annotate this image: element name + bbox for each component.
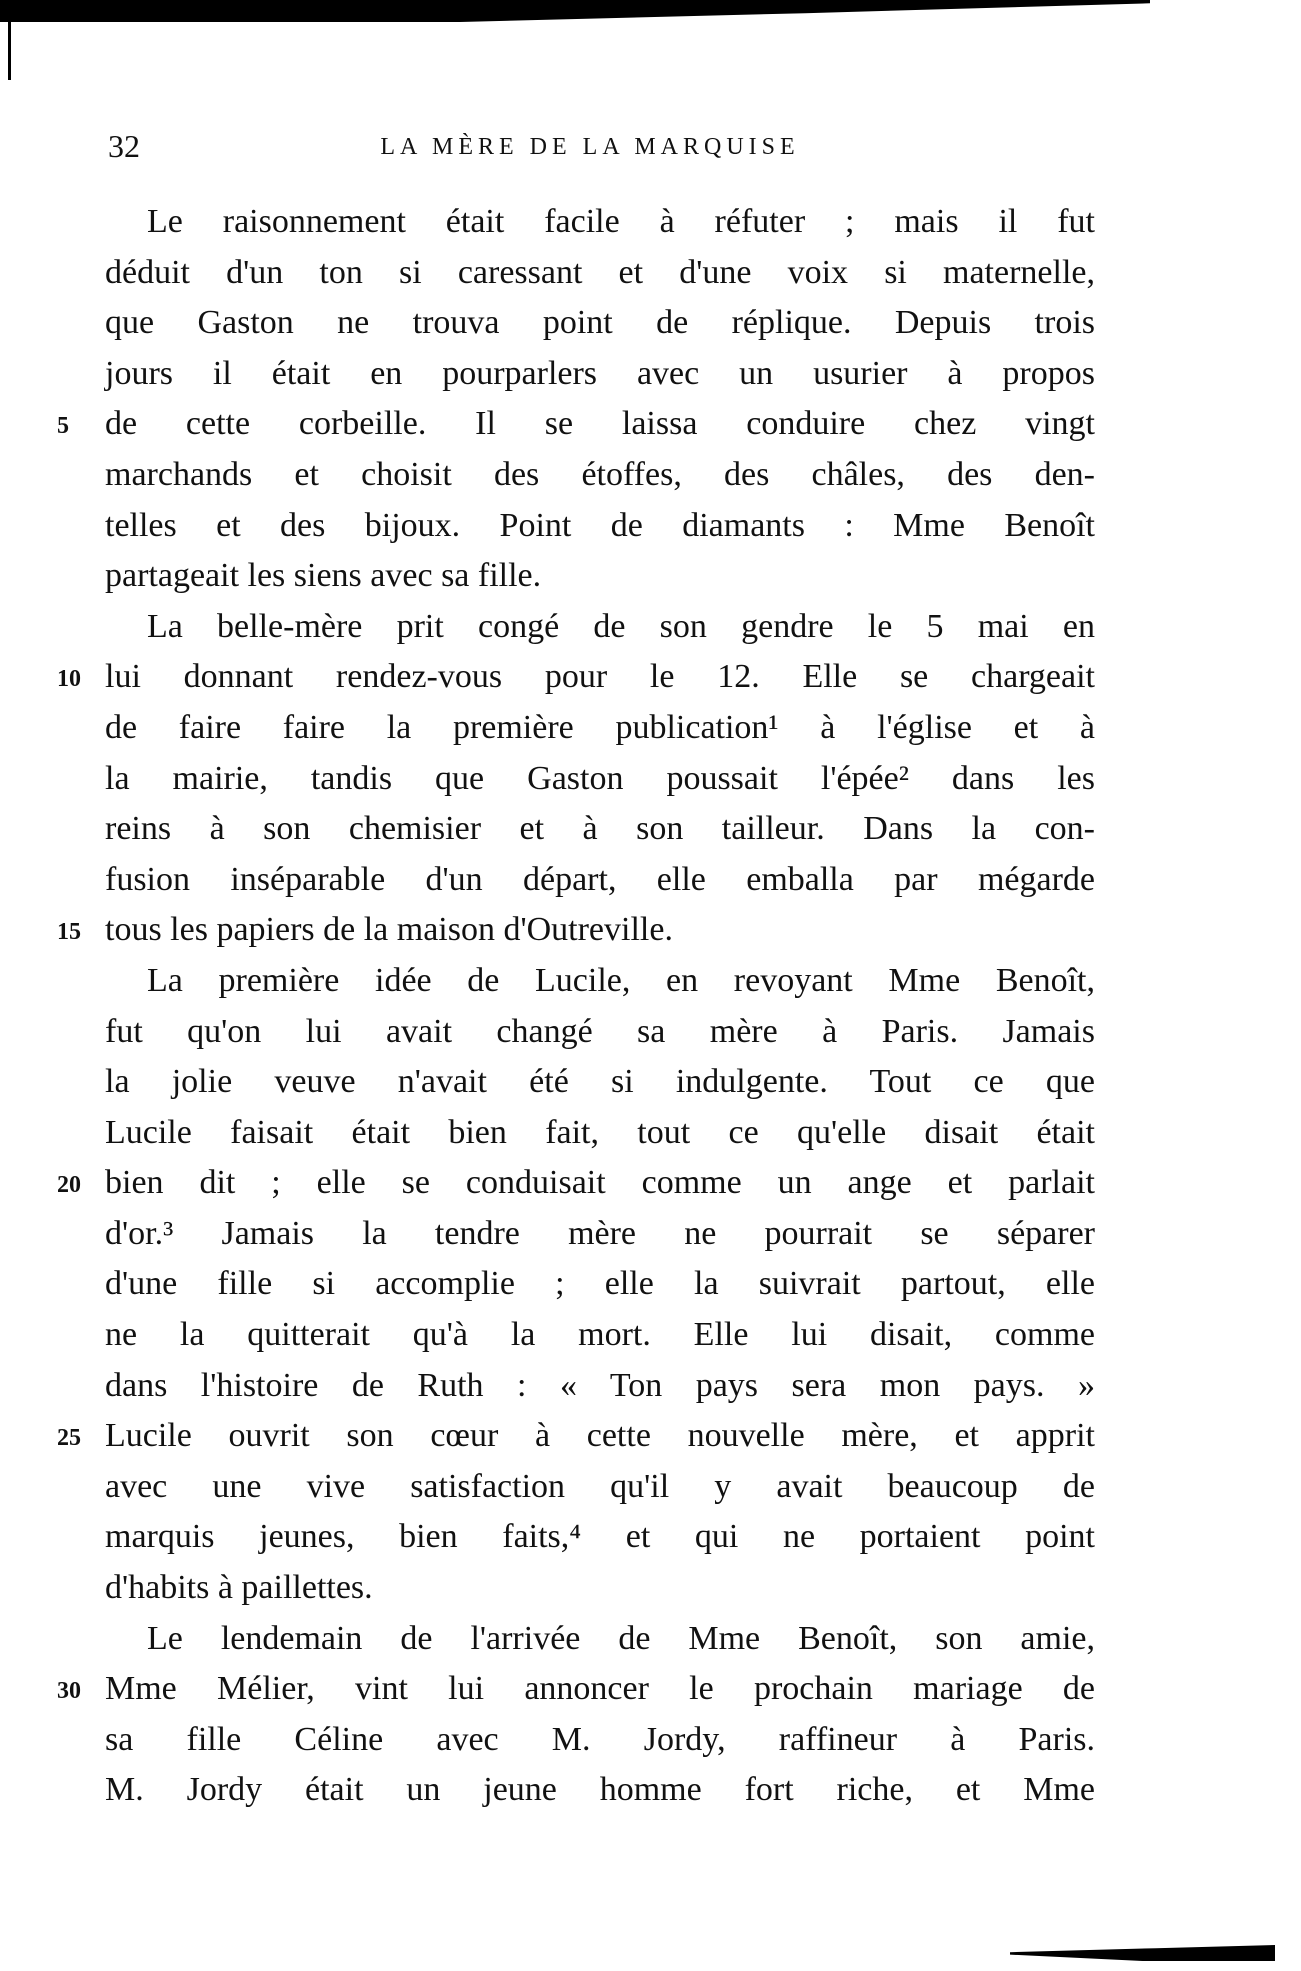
text-line — [105, 1462, 1095, 1513]
line-text: avec une vive satisfaction qu'il y avait beaucoup de — [105, 1467, 1095, 1505]
line-text: reins à son chemisier et à son tailleur. Dans la con- — [105, 810, 1095, 848]
text-line — [105, 1310, 1095, 1361]
scan-top-edge-bar — [0, 0, 1150, 22]
text-line — [105, 1108, 1095, 1159]
text-line — [105, 349, 1095, 400]
line-text: fut qu'on lui avait changé sa mère à Paris. Jamais — [105, 1012, 1095, 1050]
text-line — [105, 298, 1095, 349]
scan-bottom-edge-bar — [1010, 1945, 1275, 1961]
text-line — [105, 754, 1095, 805]
line-text: tous les papiers de la maison d'Outreville. — [105, 911, 673, 949]
text-line — [105, 855, 1095, 906]
line-text: La première idée de Lucile, en revoyant Mme Benoît, — [147, 961, 1095, 999]
body-text — [57, 197, 1095, 1816]
running-title: LA MÈRE DE LA MARQUISE — [380, 134, 800, 160]
line-text: telles et des bijoux. Point de diamants : Mme Benoît — [105, 506, 1095, 544]
text-line — [57, 652, 1095, 703]
line-text: d'habits à paillettes. — [105, 1569, 373, 1607]
line-number: 10 — [57, 666, 81, 693]
text-line — [105, 804, 1095, 855]
line-text: fusion inséparable d'un départ, elle emballa par mégarde — [105, 860, 1095, 898]
line-text: d'or.³ Jamais la tendre mère ne pourrait se séparer — [105, 1214, 1095, 1252]
line-text: de faire faire la première publication¹ à l'église et à — [105, 708, 1095, 746]
line-text: marchands et choisit des étoffes, des châles, des den- — [105, 455, 1095, 493]
line-number: 20 — [57, 1172, 81, 1199]
line-text: sa fille Céline avec M. Jordy, raffineur à Paris. — [105, 1720, 1095, 1758]
text-line — [57, 1664, 1095, 1715]
line-number: 15 — [57, 919, 81, 946]
text-line — [57, 399, 1095, 450]
text-line — [105, 703, 1095, 754]
line-text: bien dit ; elle se conduisait comme un ange et parlait — [105, 1164, 1095, 1202]
line-text: partageait les siens avec sa fille. — [105, 557, 542, 595]
line-text: que Gaston ne trouva point de réplique. Depuis trois — [105, 304, 1095, 342]
line-number: 25 — [57, 1425, 81, 1452]
text-line — [105, 197, 1095, 248]
line-number: 5 — [57, 413, 69, 440]
line-text: d'une fille si accomplie ; elle la suivrait partout, elle — [105, 1265, 1095, 1303]
line-text: de cette corbeille. Il se laissa conduire chez vingt — [105, 405, 1095, 443]
text-line — [105, 1361, 1095, 1412]
line-text: M. Jordy était un jeune homme fort riche, et Mme — [105, 1771, 1095, 1809]
text-line — [105, 1007, 1095, 1058]
line-text: Mme Mélier, vint lui annoncer le prochain mariage de — [105, 1670, 1095, 1708]
line-text: ne la quitterait qu'à la mort. Elle lui disait, comme — [105, 1316, 1095, 1354]
text-line — [57, 1158, 1095, 1209]
line-number: 30 — [57, 1678, 81, 1705]
line-text: marquis jeunes, bien faits,⁴ et qui ne portaient point — [105, 1518, 1095, 1556]
text-line — [57, 905, 1095, 956]
line-text: Lucile ouvrit son cœur à cette nouvelle mère, et apprit — [105, 1417, 1095, 1455]
text-line — [57, 1411, 1095, 1462]
scan-left-edge-line — [8, 0, 11, 80]
text-line — [105, 1512, 1095, 1563]
line-text: la mairie, tandis que Gaston poussait l'épée² dans les — [105, 759, 1095, 797]
text-line — [105, 501, 1095, 552]
page-number: 32 — [108, 128, 140, 164]
text-line — [105, 1209, 1095, 1260]
text-line — [105, 1563, 1095, 1614]
text-line — [105, 450, 1095, 501]
text-line — [105, 1259, 1095, 1310]
text-line — [105, 956, 1095, 1007]
text-line — [105, 1765, 1095, 1816]
line-text: dans l'histoire de Ruth : « Ton pays sera mon pays. » — [105, 1366, 1095, 1404]
line-text: déduit d'un ton si caressant et d'une voix si maternelle, — [105, 253, 1095, 291]
text-line — [105, 248, 1095, 299]
line-text: lui donnant rendez-vous pour le 12. Elle se chargeait — [105, 658, 1095, 696]
text-line — [105, 1715, 1095, 1766]
line-text: Le lendemain de l'arrivée de Mme Benoît, son amie, — [147, 1619, 1095, 1657]
line-text: Le raisonnement était facile à réfuter ; mais il fut — [147, 203, 1095, 240]
text-line — [105, 551, 1095, 602]
text-line — [105, 602, 1095, 653]
line-text: jours il était en pourparlers avec un usurier à propos — [105, 354, 1095, 392]
line-text: la jolie veuve n'avait été si indulgente. Tout ce que — [105, 1063, 1095, 1101]
line-text: La belle-mère prit congé de son gendre le 5 mai en — [147, 607, 1095, 645]
text-line — [105, 1057, 1095, 1108]
text-line — [105, 1614, 1095, 1665]
line-text: Lucile faisait était bien fait, tout ce qu'elle disait était — [105, 1113, 1095, 1151]
